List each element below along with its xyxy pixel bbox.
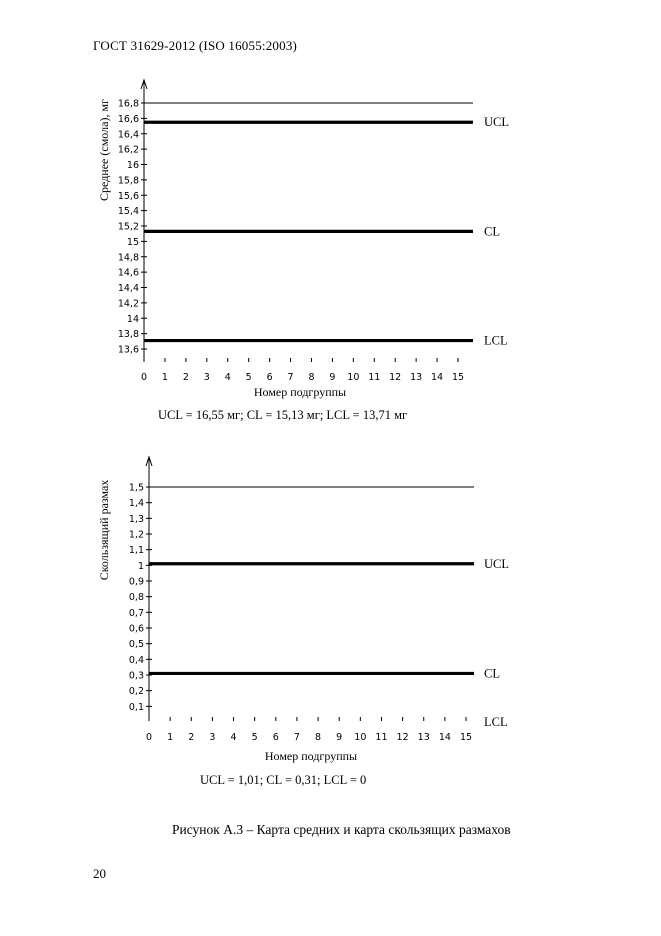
x-tick-label: 7 (293, 732, 300, 743)
y-tick-label: 0,9 (128, 576, 144, 588)
y-tick-label: 16,6 (117, 113, 139, 125)
y-tick-label: 16,4 (117, 129, 139, 141)
y-tick-label: 14,6 (117, 267, 139, 279)
y-tick-label: 0,8 (128, 592, 144, 604)
x-tick-label: 7 (287, 372, 294, 383)
y-axis-title: Скользящий размах (97, 479, 111, 581)
x-tick-label: 13 (417, 732, 430, 743)
x-tick-label: 15 (451, 372, 465, 383)
y-tick-label: 15,2 (117, 221, 139, 233)
x-tick-label: 1 (167, 732, 174, 743)
control-line-label-lcl: LCL (484, 333, 508, 348)
y-tick-label: 1,5 (128, 482, 144, 494)
y-tick-label: 0,6 (128, 623, 144, 635)
y-tick-label: 0,5 (128, 639, 144, 651)
y-axis-title: Среднее (смола), мг (97, 99, 111, 201)
y-tick-label: 15,8 (117, 175, 139, 187)
y-tick-label: 13,8 (117, 329, 139, 341)
x-axis-title: Номер подгруппы (253, 385, 347, 399)
y-tick-label: 16,2 (117, 144, 139, 156)
x-tick-label: 9 (336, 732, 343, 743)
x-tick-label: 6 (272, 732, 279, 743)
y-tick-label: 0,3 (128, 670, 144, 682)
x-tick-label: 10 (347, 372, 360, 383)
page-number: 20 (93, 866, 106, 881)
x-tick-label: 12 (396, 732, 409, 743)
x-tick-label: 5 (245, 372, 252, 383)
y-tick-label: 1 (137, 560, 144, 572)
x-axis-title: Номер подгруппы (264, 749, 358, 763)
y-tick-label: 1,1 (128, 545, 144, 557)
page-header: ГОСТ 31629-2012 (ISO 16055:2003) (93, 38, 298, 53)
x-tick-label: 14 (438, 732, 451, 743)
y-tick-label: 14,4 (117, 283, 139, 294)
x-tick-label: 3 (203, 372, 210, 383)
control-line-label-lcl: LCL (484, 715, 508, 729)
x-tick-label: 15 (459, 732, 473, 743)
y-tick-label: 0,1 (128, 701, 144, 713)
x-tick-label: 0 (140, 372, 148, 383)
y-tick-label: 14 (126, 313, 139, 325)
y-tick-label: 15,4 (117, 206, 139, 218)
x-tick-label: 11 (368, 372, 381, 383)
x-tick-label: 4 (230, 732, 237, 743)
x-tick-label: 13 (410, 372, 423, 383)
y-tick-label: 0,4 (128, 654, 144, 666)
figure-caption: Рисунок А.3 – Карта средних и карта скользящих размахов (172, 822, 511, 837)
x-tick-label: 0 (145, 732, 153, 743)
x-tick-label: 14 (431, 372, 444, 383)
y-tick-label: 16,8 (117, 98, 139, 110)
y-tick-label: 14,2 (117, 298, 139, 310)
control-line-label-ucl: UCL (484, 115, 509, 130)
x-tick-label: 6 (266, 372, 273, 383)
x-tick-label: 11 (375, 732, 388, 743)
control-line-label-cl: CL (484, 224, 500, 239)
y-tick-label: 14,8 (117, 252, 139, 264)
y-tick-label: 0,2 (128, 686, 144, 698)
x-tick-label: 9 (329, 372, 336, 383)
y-tick-label: 1,2 (128, 529, 144, 541)
x-tick-label: 2 (182, 372, 189, 383)
x-tick-label: 8 (315, 732, 322, 743)
x-tick-label: 12 (389, 372, 402, 383)
y-tick-label: 15 (126, 236, 139, 248)
mean-chart-limits-caption: UCL = 16,55 мг; CL = 15,13 мг; LCL = 13,71 мг (158, 408, 408, 422)
x-tick-label: 8 (308, 372, 315, 383)
y-tick-label: 13,6 (117, 344, 139, 356)
y-tick-label: 1,4 (128, 498, 144, 510)
x-tick-label: 10 (354, 732, 367, 743)
x-tick-label: 2 (188, 732, 195, 743)
x-tick-label: 5 (251, 732, 258, 743)
control-line-label-cl: CL (484, 666, 500, 681)
x-tick-label: 3 (209, 732, 216, 743)
y-tick-label: 16 (126, 160, 139, 171)
range-chart-limits-caption: UCL = 1,01; CL = 0,31; LCL = 0 (200, 773, 367, 787)
x-tick-label: 1 (161, 372, 168, 383)
y-tick-label: 15,6 (117, 190, 139, 202)
x-tick-label: 4 (224, 372, 231, 383)
y-tick-label: 0,7 (128, 607, 144, 619)
control-line-label-ucl: UCL (484, 556, 509, 571)
y-tick-label: 1,3 (128, 513, 144, 525)
